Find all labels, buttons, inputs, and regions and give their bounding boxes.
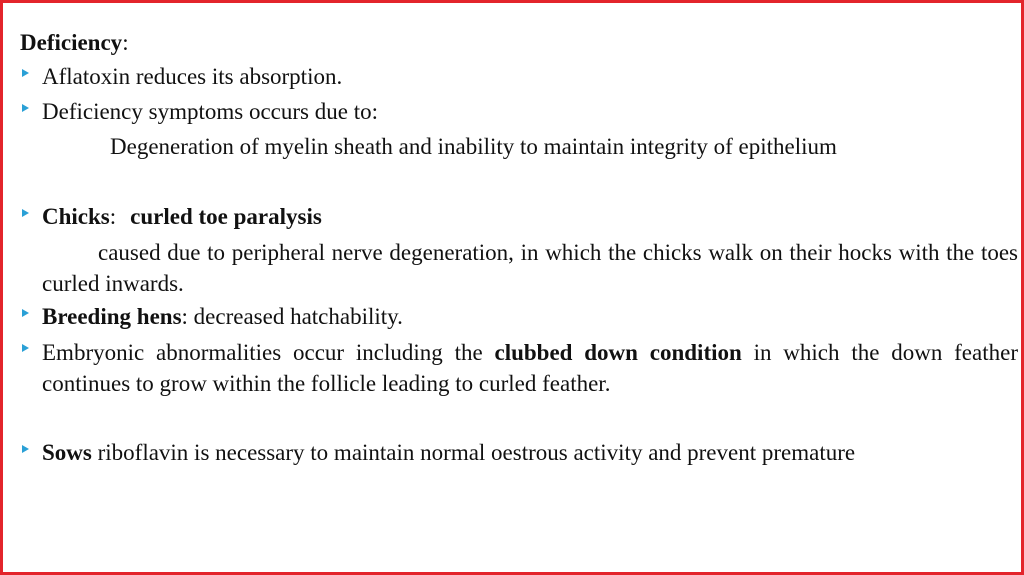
triangle-bullet-icon xyxy=(22,69,29,77)
sows-text: riboflavin is necessary to maintain normal oestrous activity and prevent premature xyxy=(91,440,856,465)
sows-label: Sows xyxy=(42,440,92,465)
sows-item xyxy=(42,438,855,468)
heading-colon: : xyxy=(122,30,129,55)
triangle-bullet-icon xyxy=(22,344,29,352)
curled-toe-paralysis: curled toe paralysis xyxy=(130,204,322,229)
chicks-label: Chicks xyxy=(42,204,110,229)
embryonic-text-post: in which the down feather continues to grow within the follicle leading to curled feather. xyxy=(42,340,1018,396)
breeding-hens-item xyxy=(42,302,403,332)
triangle-bullet-icon xyxy=(22,309,29,317)
aflatoxin-item: Aflatoxin reduces its absorption. xyxy=(42,64,343,89)
breeding-hens-label: Breeding hens xyxy=(42,304,182,329)
heading-bold: Deficiency xyxy=(20,30,123,55)
triangle-bullet-icon xyxy=(22,209,29,217)
chicks-description: caused due to peripheral nerve degeneration, in which the chicks walk on their hocks with the toes curled inwards. xyxy=(42,240,1018,296)
heading-deficiency xyxy=(20,28,129,58)
triangle-bullet-icon xyxy=(22,445,29,453)
chicks-item xyxy=(42,202,322,232)
chicks-colon: : xyxy=(109,204,117,229)
breeding-hens-text: : decreased hatchability. xyxy=(181,304,403,329)
symptoms-item: Deficiency symptoms occurs due to: xyxy=(42,99,378,124)
embryonic-text-pre: Embryonic abnormalities occur including the xyxy=(42,340,483,365)
degeneration-subline: Degeneration of myelin sheath and inability to maintain integrity of epithelium xyxy=(110,134,837,159)
clubbed-down-condition: clubbed down condition xyxy=(494,340,742,365)
triangle-bullet-icon xyxy=(22,104,29,112)
embryonic-item xyxy=(42,337,1018,399)
